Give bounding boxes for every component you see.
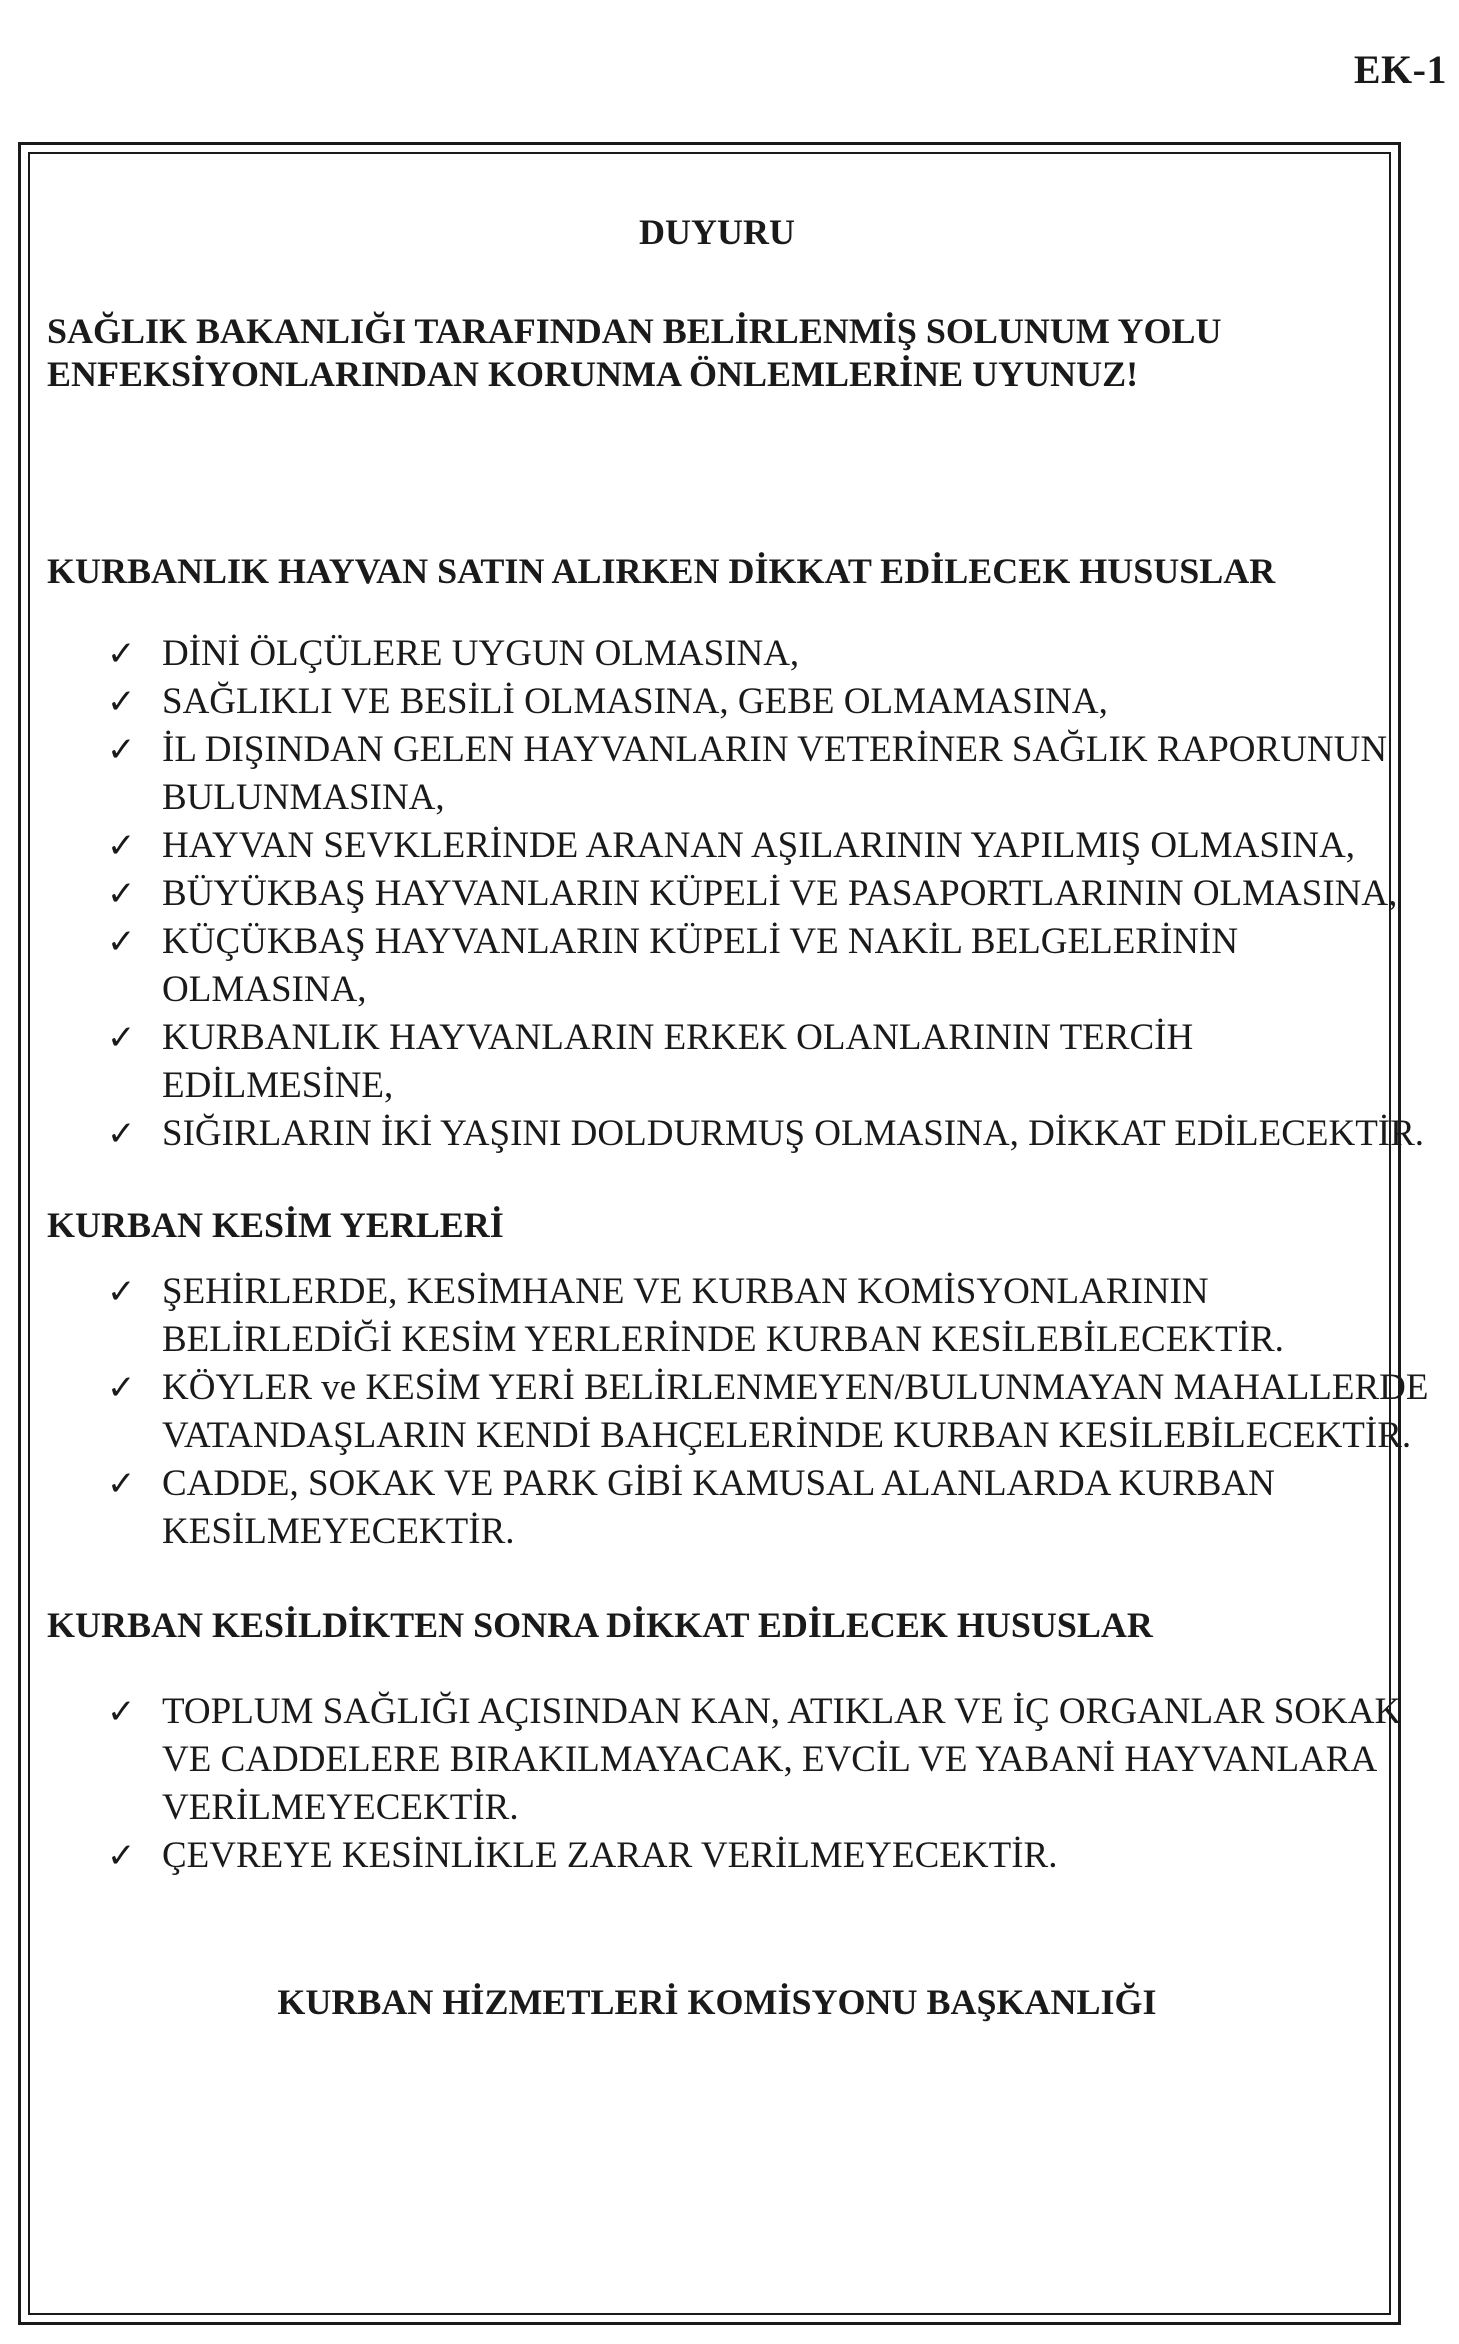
list-item [107, 822, 1432, 870]
section-heading-after: KURBAN KESİLDİKTEN SONRA DİKKAT EDİLECEK HUSUSLAR [47, 1605, 1153, 1645]
list-item [107, 1460, 1432, 1556]
check-icon: ✓ [107, 826, 136, 866]
list-item [107, 918, 1432, 1014]
annex-label: EK-1 [1353, 47, 1447, 92]
list-item [107, 1364, 1432, 1460]
section-heading-buying: KURBANLIK HAYVAN SATIN ALIRKEN DİKKAT EDİLECEK HUSUSLAR [47, 551, 1276, 591]
list-item [107, 1688, 1432, 1832]
list-buying [47, 630, 1425, 1158]
check-icon: ✓ [107, 1464, 136, 1504]
list-sites [47, 1268, 1429, 1556]
list-item-text: ŞEHİRLERDE, KESİMHANE VE KURBAN KOMİSYONLARININ BELİRLEDİĞİ KESİM YERLERİNDE KURBAN KESİLEBİLECEKTİR. [162, 1271, 1284, 1360]
list-item-text: KÖYLER ve KESİM YERİ BELİRLENMEYEN/BULUNMAYAN MAHALLERDE VATANDAŞLARIN KENDİ BAHÇELERİNDE KURBAN KESİLEBİLECEKTİR. [162, 1367, 1429, 1456]
list-item-text: ÇEVREYE KESİNLİKLE ZARAR VERİLMEYECEKTİR. [162, 1835, 1058, 1876]
list-item [107, 630, 1432, 678]
check-icon: ✓ [107, 1114, 136, 1154]
list-item [107, 1268, 1432, 1364]
list-item-text: CADDE, SOKAK VE PARK GİBİ KAMUSAL ALANLARDA KURBAN KESİLMEYECEKTİR. [162, 1463, 1275, 1552]
check-icon: ✓ [107, 1692, 136, 1732]
check-icon: ✓ [107, 1018, 136, 1058]
check-icon: ✓ [107, 1272, 136, 1312]
list-item-text: SIĞIRLARIN İKİ YAŞINI DOLDURMUŞ OLMASINA, DİKKAT EDİLECEKTİR. [162, 1113, 1425, 1154]
list-item-text: KURBANLIK HAYVANLARIN ERKEK OLANLARININ TERCİH EDİLMESİNE, [162, 1017, 1194, 1106]
list-item-text: İL DIŞINDAN GELEN HAYVANLARIN VETERİNER SAĞLIK RAPORUNUN BULUNMASINA, [162, 729, 1388, 818]
list-item-text: DİNİ ÖLÇÜLERE UYGUN OLMASINA, [162, 633, 800, 674]
list-item [107, 870, 1432, 918]
check-icon: ✓ [107, 682, 136, 722]
list-item-text: BÜYÜKBAŞ HAYVANLARIN KÜPELİ VE PASAPORTLARININ OLMASINA, [162, 873, 1398, 914]
check-icon: ✓ [107, 874, 136, 914]
check-icon: ✓ [107, 922, 136, 962]
list-item-text: HAYVAN SEVKLERİNDE ARANAN AŞILARININ YAPILMIŞ OLMASINA, [162, 825, 1355, 866]
check-icon: ✓ [107, 1368, 136, 1408]
list-item [107, 726, 1432, 822]
signature: KURBAN HİZMETLERİ KOMİSYONU BAŞKANLIĞI [277, 1982, 1157, 2022]
check-icon: ✓ [107, 634, 136, 674]
list-item-text: SAĞLIKLI VE BESİLİ OLMASINA, GEBE OLMAMASINA, [162, 681, 1108, 722]
list-item-text: TOPLUM SAĞLIĞI AÇISINDAN KAN, ATIKLAR VE İÇ ORGANLAR SOKAK VE CADDELERE BIRAKILMAYACAK, EVCİL VE YABANİ HAYVANLARA VERİLMEYECEKTİR. [162, 1691, 1402, 1828]
notice-content [47, 152, 1429, 2025]
list-item [107, 1014, 1432, 1110]
list-item [107, 678, 1432, 726]
list-item [107, 1110, 1432, 1158]
list-item [107, 1832, 1432, 1880]
list-after [47, 1688, 1402, 1880]
notice-title: DUYURU [639, 212, 795, 252]
check-icon: ✓ [107, 730, 136, 770]
list-item-text: KÜÇÜKBAŞ HAYVANLARIN KÜPELİ VE NAKİL BELGELERİNİN OLMASINA, [162, 921, 1239, 1010]
check-icon: ✓ [107, 1836, 136, 1876]
notice-warning: SAĞLIK BAKANLIĞI TARAFINDAN BELİRLENMİŞ SOLUNUM YOLU ENFEKSİYONLARINDAN KORUNMA ÖNLEMLERİNE UYUNUZ! [47, 311, 1222, 394]
section-heading-sites: KURBAN KESİM YERLERİ [47, 1205, 504, 1245]
